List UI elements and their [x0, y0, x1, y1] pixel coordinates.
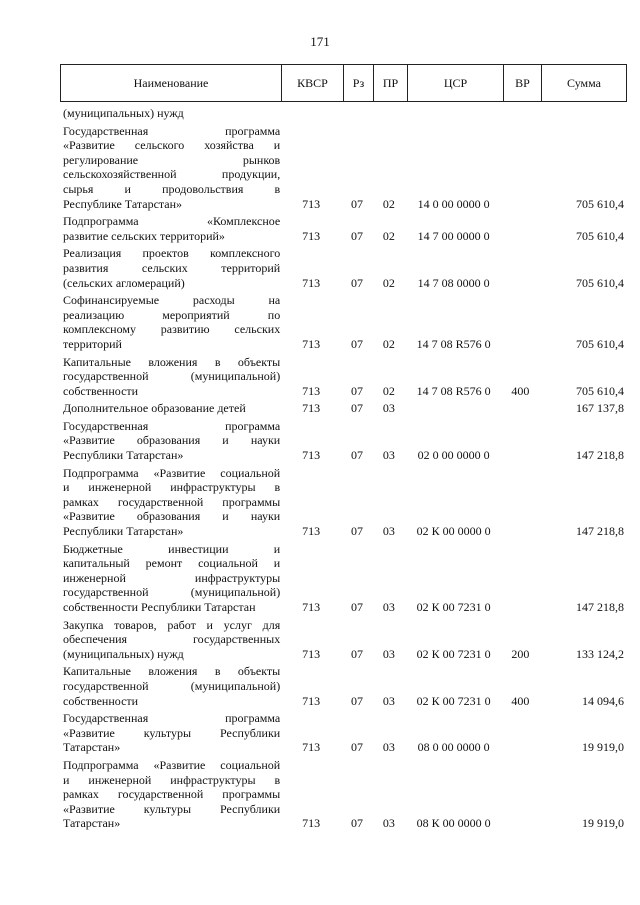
row-name-line: инженерной инфраструктуры	[63, 570, 281, 585]
cell-kvsr: 713	[302, 196, 321, 211]
cell-kvsr: 713	[302, 646, 321, 661]
cell-sum: 705 610,4	[575, 336, 624, 351]
cell-csr: 14 7 00 0000 0	[417, 228, 490, 243]
cell-kvsr: 713	[302, 740, 321, 755]
row-name	[60, 466, 280, 539]
cell-pr: 03	[382, 401, 395, 416]
row-name-line: Софинансируемые расходы на	[63, 293, 281, 308]
row-name-line: Подпрограмма «Комплексное	[63, 214, 281, 229]
cell-sum: 705 610,4	[575, 228, 624, 243]
cell-pr: 03	[382, 693, 395, 708]
page-number: 171	[310, 34, 330, 49]
cell-sum: 167 137,8	[575, 401, 624, 416]
cell-rz: 07	[350, 383, 363, 398]
row-name	[60, 401, 280, 416]
cell-kvsr: 713	[302, 336, 321, 351]
row-name-line: Дополнительное образование детей	[63, 401, 246, 416]
cell-kvsr: 713	[302, 524, 321, 539]
table-row	[60, 419, 626, 463]
cell-pr: 03	[382, 646, 395, 661]
row-name-line: «Развитие культуры Республики	[63, 801, 281, 816]
cell-csr: 02 К 00 7231 0	[416, 693, 491, 708]
row-name-line: (муниципальных) нужд	[63, 106, 184, 120]
row-name-line: государственной (муниципальной)	[63, 369, 281, 384]
cell-kvsr: 713	[302, 816, 321, 831]
row-name-line: Государственная программа	[63, 418, 281, 433]
row-name	[60, 758, 280, 831]
cell-sum: 147 218,8	[575, 524, 624, 539]
row-name	[60, 124, 280, 212]
row-name-line: комплексному развитию сельских	[63, 322, 281, 337]
row-name-line: Капитальные вложения в объекты	[63, 354, 281, 369]
row-name-line: регулирование рынков	[63, 152, 281, 167]
cell-rz: 07	[350, 740, 363, 755]
row-name	[60, 664, 280, 708]
row-name-line: развитие сельских территорий»	[63, 228, 225, 243]
row-name-line: собственности	[63, 383, 139, 398]
row-name	[60, 711, 280, 755]
cell-kvsr: 713	[302, 600, 321, 614]
row-name-line: рамках государственной программы	[63, 494, 281, 509]
cell-csr: 02 К 00 7231 0	[416, 646, 491, 661]
table-row	[60, 664, 626, 708]
cell-rz: 07	[350, 401, 363, 416]
row-name	[60, 106, 280, 121]
cell-sum: 133 124,2	[575, 646, 624, 661]
cell-csr: 14 7 08 R576 0	[416, 383, 491, 398]
cell-kvsr: 713	[302, 275, 321, 290]
cell-sum: 705 610,4	[575, 383, 624, 398]
cell-vr: 200	[511, 646, 530, 661]
row-name-line: сельскохозяйственной продукции,	[63, 167, 281, 182]
row-name-line: Государственная программа	[63, 123, 281, 138]
row-name-line: и инженерной инфраструктуры в	[63, 480, 281, 495]
cell-vr: 400	[511, 383, 530, 398]
cell-csr: 14 7 08 0000 0	[417, 275, 490, 290]
row-spacer	[60, 831, 626, 834]
cell-csr: 08 0 00 0000 0	[417, 740, 490, 755]
table-row	[60, 246, 626, 290]
cell-csr: 02 0 00 0000 0	[417, 448, 490, 463]
cell-csr: 14 7 08 R576 0	[416, 336, 491, 351]
cell-sum: 705 610,4	[575, 275, 624, 290]
cell-kvsr: 713	[302, 228, 321, 243]
header-pr: ПР	[374, 65, 408, 102]
row-name-line: Республики Татарстан»	[63, 448, 184, 463]
cell-vr: 400	[511, 693, 530, 708]
cell-rz: 07	[350, 228, 363, 243]
table-row	[60, 711, 626, 755]
row-name-line: территорий	[63, 336, 122, 351]
header-sum: Сумма	[542, 65, 627, 102]
header-vr: ВР	[504, 65, 542, 102]
cell-pr: 02	[382, 275, 395, 290]
cell-pr: 03	[382, 524, 395, 539]
table-row	[60, 618, 626, 662]
cell-sum: 147 218,8	[575, 448, 624, 463]
cell-pr: 03	[382, 740, 395, 755]
cell-csr: 14 0 00 0000 0	[417, 196, 490, 211]
cell-sum: 147 218,8	[575, 600, 624, 614]
row-name-line: (сельских агломераций)	[63, 275, 185, 290]
cell-pr: 02	[382, 228, 395, 243]
header-name: Наименование	[61, 65, 282, 102]
header-csr: ЦСР	[408, 65, 504, 102]
cell-rz: 07	[350, 196, 363, 211]
table-row	[60, 214, 626, 243]
row-name	[60, 419, 280, 463]
cell-pr: 02	[382, 196, 395, 211]
cell-pr: 03	[382, 816, 395, 831]
row-name-line: «Развитие культуры Республики	[63, 725, 281, 740]
row-name-line: капитальный ремонт социальной и	[63, 556, 281, 571]
cell-pr: 03	[382, 600, 395, 614]
row-name-line: Татарстан»	[63, 740, 121, 755]
cell-pr: 02	[382, 336, 395, 351]
row-name-line: сырья и продовольствия в	[63, 181, 281, 196]
row-name-line: Республики Татарстан»	[63, 524, 184, 539]
row-name-line: «Развитие образования и науки	[63, 509, 281, 524]
cell-pr: 02	[382, 383, 395, 398]
row-name-line: Татарстан»	[63, 816, 121, 831]
cell-sum: 14 094,6	[581, 693, 624, 708]
table-row	[60, 466, 626, 539]
cell-rz: 07	[350, 275, 363, 290]
cell-kvsr: 713	[302, 693, 321, 708]
table-row	[60, 124, 626, 212]
row-name-line: (муниципальных) нужд	[63, 646, 184, 661]
cell-rz: 07	[350, 646, 363, 661]
table-row	[60, 542, 626, 615]
row-name-line: рамках государственной программы	[63, 787, 281, 802]
row-name-line: собственности Республики Татарстан	[63, 600, 256, 614]
table-header	[60, 64, 627, 102]
cell-rz: 07	[350, 816, 363, 831]
row-name	[60, 246, 280, 290]
row-name	[60, 293, 280, 351]
cell-rz: 07	[350, 336, 363, 351]
row-name-line: реализацию мероприятий по	[63, 307, 281, 322]
row-name-line: и инженерной инфраструктуры в	[63, 772, 281, 787]
row-name-line: Подпрограмма «Развитие социальной	[63, 757, 281, 772]
header-kvsr: КВСР	[282, 65, 344, 102]
row-name	[60, 355, 280, 399]
cell-sum: 19 919,0	[581, 740, 624, 755]
row-name-line: Подпрограмма «Развитие социальной	[63, 465, 281, 480]
header-rz: Рз	[344, 65, 374, 102]
row-name-line: Бюджетные инвестиции и	[63, 541, 281, 556]
row-name	[60, 618, 280, 662]
table-row	[60, 355, 626, 399]
cell-kvsr: 713	[302, 401, 321, 416]
cell-sum: 19 919,0	[581, 816, 624, 831]
row-name	[60, 214, 280, 243]
row-name-line: Государственная программа	[63, 711, 281, 726]
row-name-line: государственной (муниципальной)	[63, 678, 281, 693]
row-name-line: Республике Татарстан»	[63, 196, 183, 211]
cell-rz: 07	[350, 448, 363, 463]
cell-csr: 02 К 00 7231 0	[416, 600, 491, 614]
table-row	[60, 401, 626, 416]
table-row	[60, 758, 626, 831]
cell-rz: 07	[350, 600, 363, 614]
cell-csr: 02 К 00 0000 0	[416, 524, 491, 539]
cell-csr: 08 К 00 0000 0	[416, 816, 491, 831]
row-name-line: государственной (муниципальной)	[63, 585, 281, 600]
row-name-line: «Развитие сельского хозяйства и	[63, 138, 281, 153]
cell-kvsr: 713	[302, 383, 321, 398]
cell-pr: 03	[382, 448, 395, 463]
row-name-line: собственности	[63, 693, 139, 708]
cell-sum: 705 610,4	[575, 196, 624, 211]
row-name-line: обеспечения государственных	[63, 632, 281, 647]
cell-kvsr: 713	[302, 448, 321, 463]
row-name	[60, 542, 280, 615]
cell-rz: 07	[350, 524, 363, 539]
row-name-line: «Развитие образования и науки	[63, 433, 281, 448]
row-name-line: Закупка товаров, работ и услуг для	[63, 617, 281, 632]
cell-rz: 07	[350, 693, 363, 708]
row-name-line: развития сельских территорий	[63, 260, 281, 275]
row-name-line: Реализация проектов комплексного	[63, 246, 281, 261]
row-name-line: Капитальные вложения в объекты	[63, 664, 281, 679]
table-row	[60, 293, 626, 351]
table-row	[60, 106, 626, 121]
budget-table-body	[60, 106, 626, 834]
